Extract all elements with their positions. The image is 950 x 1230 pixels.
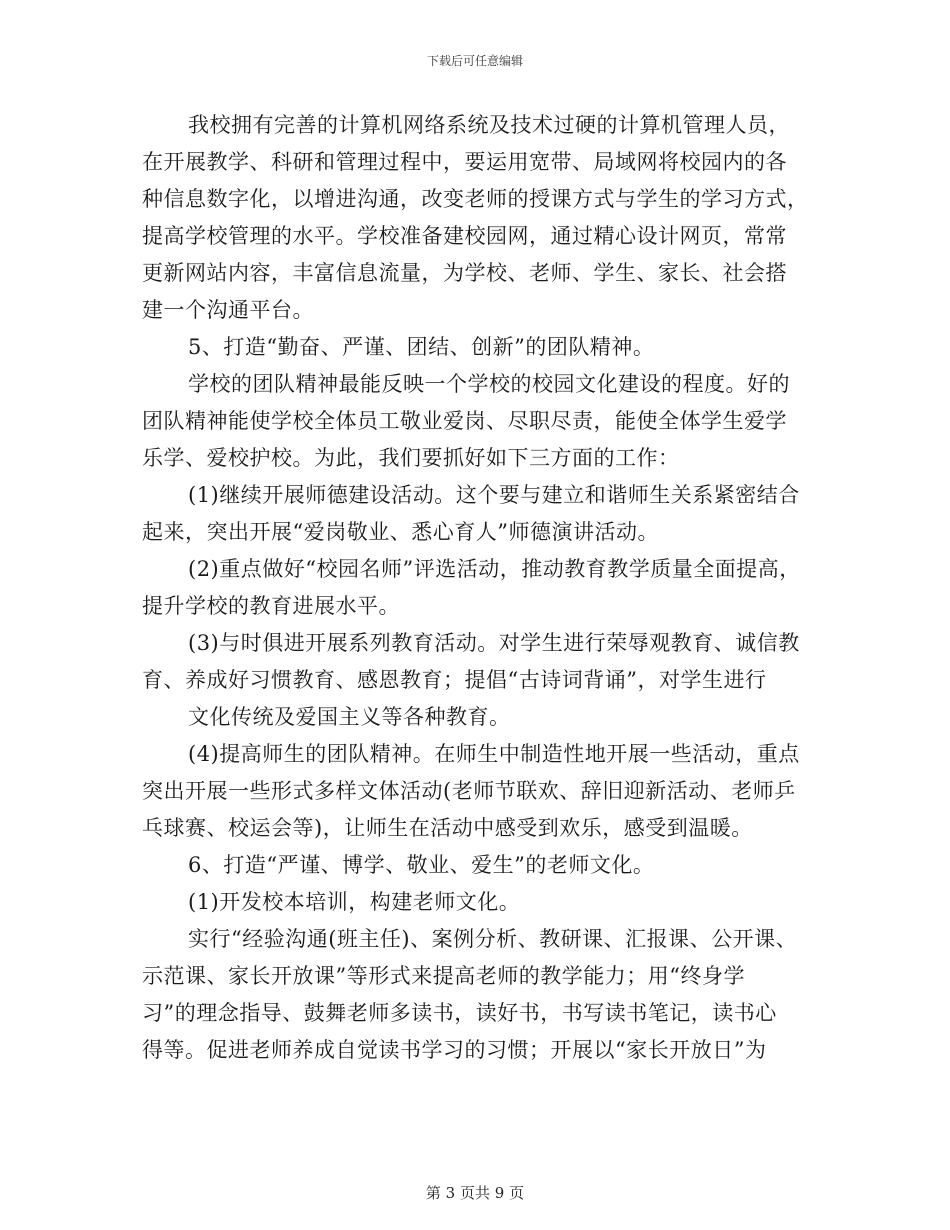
text-line: (2)重点做好“校园名师”评选活动，推动教育教学质量全面提高， bbox=[188, 557, 801, 581]
text-line: 在开展教学、科研和管理过程中，要运用宽带、局域网将校园内的各 bbox=[142, 150, 787, 174]
text-line: 实行“经验沟通(班主任)、案例分析、教研课、汇报课、公开课、 bbox=[188, 927, 798, 951]
text-line: 提升学校的教育进展水平。 bbox=[142, 594, 400, 618]
text-line: 团队精神能使学校全体员工敬业爱岗、尽职尽责，能使全体学生爱学 bbox=[142, 409, 787, 433]
text-line: 更新网站内容，丰富信息流量，为学校、老师、学生、家长、社会搭 bbox=[142, 261, 787, 285]
page-footer: 第 3 页共 9 页 bbox=[425, 1184, 525, 1202]
text-line: (3)与时俱进开展系列教育活动。对学生进行荣辱观教育、诚信教 bbox=[188, 631, 800, 655]
text-line: 起来，突出开展“爱岗敬业、悉心育人”师德演讲活动。 bbox=[142, 520, 659, 544]
text-line: 种信息数字化，以增进沟通，改变老师的授课方式与学生的学习方式， bbox=[142, 187, 809, 211]
page-header: 下载后可任意编辑 bbox=[426, 54, 523, 68]
text-line: 育、养成好习惯教育、感恩教育；提倡“古诗词背诵”，对学生进行 bbox=[142, 668, 767, 692]
text-line: 乓球赛、校运会等)，让师生在活动中感受到欢乐，感受到温暖。 bbox=[142, 816, 753, 840]
text-line: 突出开展一些形式多样文体活动(老师节联欢、辞旧迎新活动、老师乒 bbox=[142, 779, 796, 803]
text-line: 示范课、家长开放课”等形式来提高老师的教学能力；用“终身学 bbox=[142, 964, 745, 988]
section-heading: 5、打造“勤奋、严谨、团结、创新”的团队精神。 bbox=[188, 335, 655, 359]
section-heading: 6、打造“严谨、博学、敬业、爱生”的老师文化。 bbox=[188, 853, 655, 877]
text-line: 习”的理念指导、鼓舞老师多读书，读好书，书写读书笔记，读书心 bbox=[142, 1001, 777, 1025]
text-line: 建一个沟通平台。 bbox=[142, 298, 314, 322]
text-line: 提高学校管理的水平。学校准备建校园网，通过精心设计网页，常常 bbox=[142, 224, 787, 248]
text-line: (4)提高师生的团队精神。在师生中制造性地开展一些活动，重点 bbox=[188, 742, 800, 766]
text-line: 文化传统及爱国主义等各种教育。 bbox=[188, 705, 511, 729]
text-line: 学校的团队精神最能反映一个学校的校园文化建设的程度。好的 bbox=[188, 372, 790, 396]
text-line: 乐学、爱校护校。为此，我们要抓好如下三方面的工作： bbox=[142, 446, 680, 470]
text-line: (1)继续开展师德建设活动。这个要与建立和谐师生关系紧密结合 bbox=[188, 483, 800, 507]
text-line: 得等。促进老师养成自觉读书学习的习惯；开展以“家长开放日”为 bbox=[142, 1038, 767, 1062]
text-line: (1)开发校本培训，构建老师文化。 bbox=[188, 890, 521, 914]
text-line: 我校拥有完善的计算机网络系统及技术过硬的计算机管理人员， bbox=[188, 113, 790, 137]
